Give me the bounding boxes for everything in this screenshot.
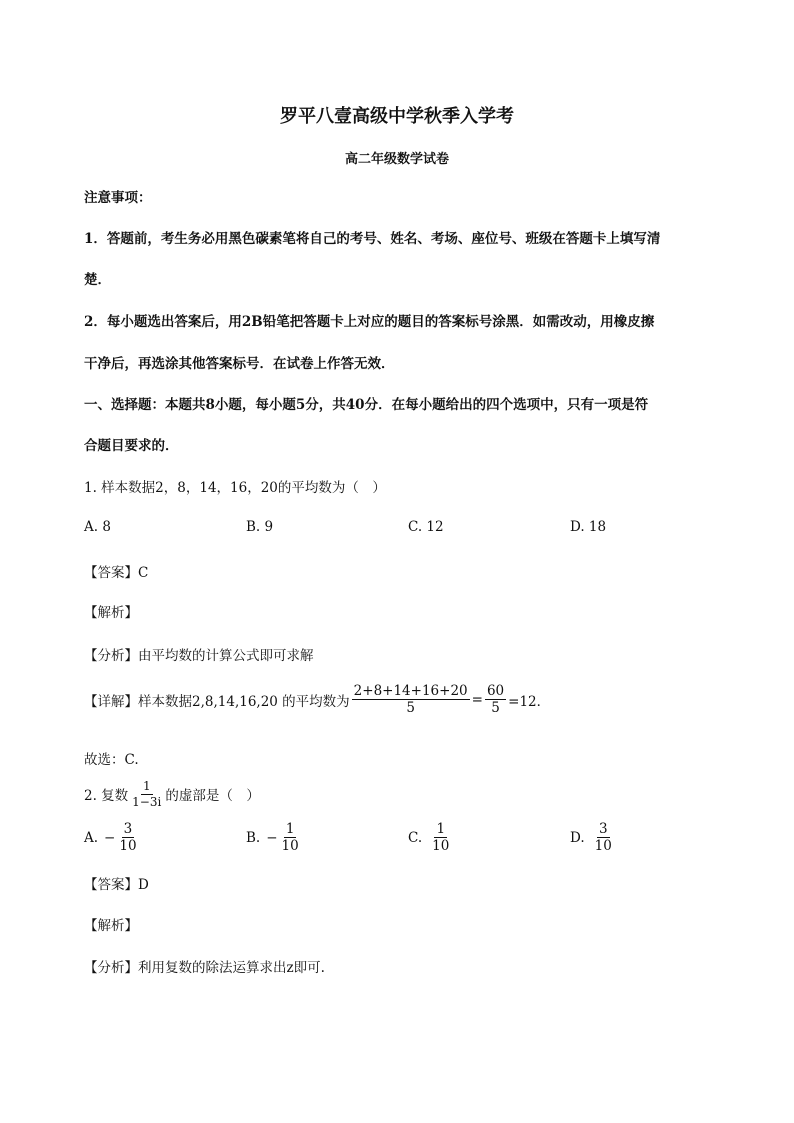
question-1-result-fraction [485,684,506,715]
exam-subtitle: 高二年级数学试卷 [344,152,449,167]
fraction-denominator: 5 [491,700,500,717]
fraction-denominator: 1−3i [132,794,162,809]
fraction-numerator: 3 [598,821,608,837]
question-2-stem-prefix: 2. 复数 [84,788,129,805]
notice-item-2-line-1: 2．每小题选出答案后，用2B铅笔把答题卡上对应的题目的答案标号涂黑．如需改动，用橡皮擦 [84,314,655,330]
fraction-numerator: 2+8+14+16+20 [353,683,468,699]
question-2-option-d [570,822,616,853]
option-fraction [117,822,138,853]
question-2-option-b [246,822,303,853]
option-label: C. [408,829,423,846]
exam-title: 罗平八壹高级中学秋季入学考 [280,106,514,127]
question-1-fenxi: 【分析】由平均数的计算公式即可求解 [84,648,314,664]
question-1-detail [84,684,550,715]
section-1-heading-line-2: 合题目要求的． [84,438,179,454]
notice-item-1-line-2: 楚． [84,272,111,288]
option-fraction [280,822,301,853]
notice-item-2-line-2: 干净后，再选涂其他答案标号．在试卷上作答无效． [84,356,395,372]
fraction-denominator: 10 [594,838,612,855]
option-fraction [593,822,614,853]
option-fraction [430,822,451,853]
question-1-option-d: D. 18 [570,519,607,535]
fraction-denominator: 10 [281,838,299,855]
equals-sign: = [471,691,483,708]
fraction-denominator: 10 [119,838,137,855]
fraction-numerator: 3 [123,821,133,837]
option-sign: − [266,829,278,846]
fraction-numerator: 1 [285,821,295,837]
question-2-stem-suffix: 的虚部是（ ） [165,788,260,805]
question-1-detail-prefix: 【详解】样本数据2,8,14,16,20 的平均数为 [84,693,350,710]
question-2-option-a [84,822,141,853]
fraction-denominator: 10 [432,838,450,855]
notice-item-1-line-1: 1．答题前，考生务必用黑色碳素笔将自己的考号、姓名、考场、座位号、班级在答题卡上填写清 [84,231,661,247]
option-label: D. [570,829,585,846]
question-1-option-c: C. 12 [408,519,444,535]
question-2-complex-fraction [130,780,163,808]
option-label: B. [246,829,261,846]
question-1-sum-fraction [352,684,470,715]
section-1-heading-line-1: 一、选择题：本题共8小题，每小题5分，共40分．在每小题给出的四个选项中，只有一项是符 [84,397,649,413]
question-2-stem [84,780,260,808]
notice-heading: 注意事项： [84,190,152,206]
question-1-option-b: B. 9 [246,519,274,535]
fraction-numerator: 60 [486,683,505,699]
question-1-conclusion: 故选：C. [84,752,139,768]
option-sign: − [104,829,116,846]
question-2-analysis-heading: 【解析】 [84,918,138,934]
question-1-answer: 【答案】C [84,565,149,581]
question-2-answer: 【答案】D [84,877,149,893]
fraction-numerator: 1 [142,779,151,793]
question-1-analysis-heading: 【解析】 [84,605,138,621]
fraction-numerator: 1 [436,821,446,837]
question-2-fenxi: 【分析】利用复数的除法运算求出z即可. [84,960,325,976]
fraction-denominator: 5 [406,700,415,717]
option-label: A. [84,829,99,846]
question-1-stem: 1. 样本数据2，8，14，16，20的平均数为（ ） [84,480,386,496]
question-1-option-a: A. 8 [84,519,111,535]
question-2-option-c [408,822,453,853]
question-1-result: =12． [508,693,551,710]
